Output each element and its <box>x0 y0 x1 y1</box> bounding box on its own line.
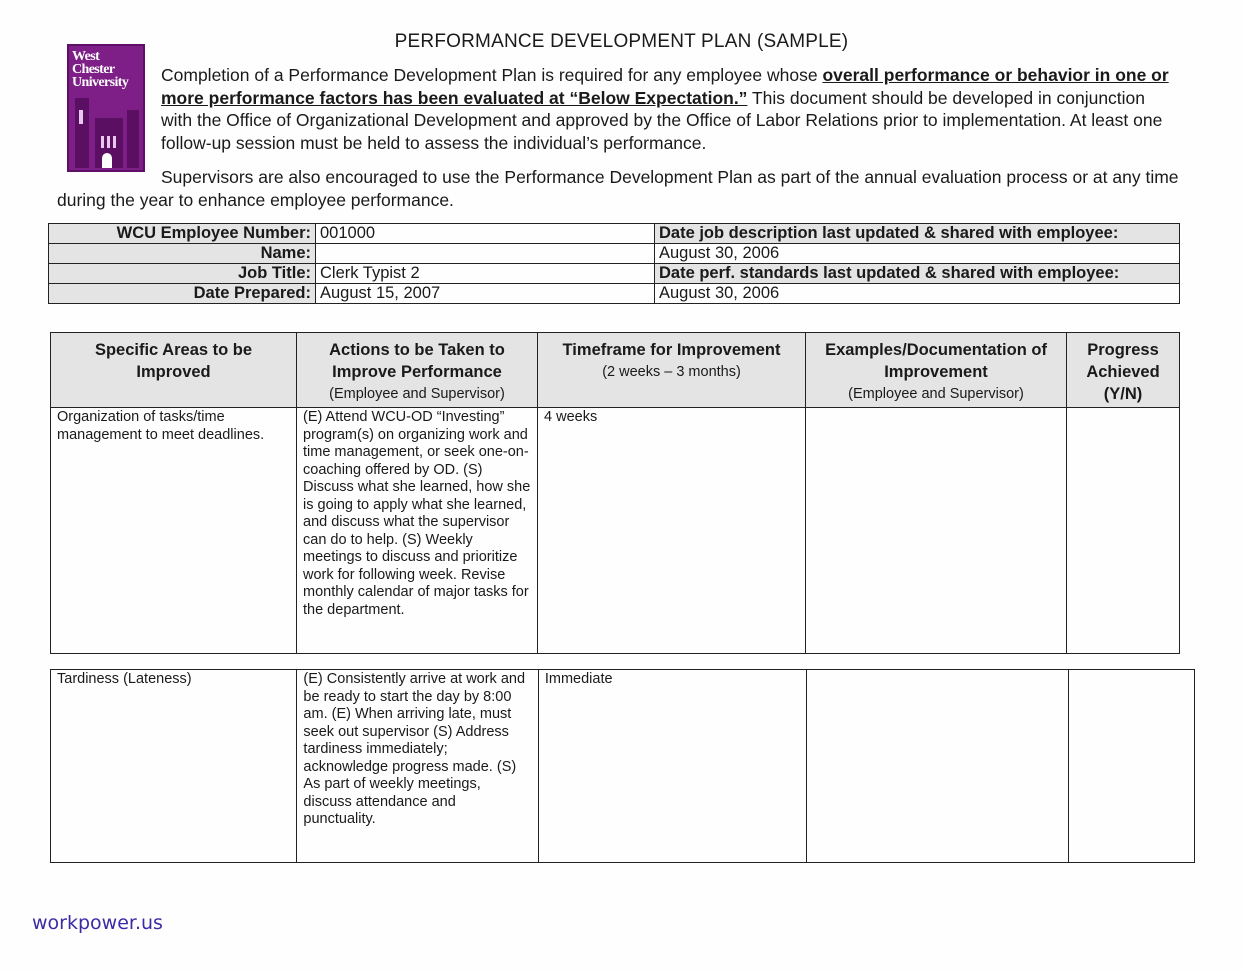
date-prepared-field[interactable]: August 15, 2007 <box>316 284 655 304</box>
actions-cell[interactable]: (E) Consistently arrive at work and be ready to start the day by 8:00 am. (E) When arriving late, must seek out supervisor (S) Address tardiness immediately; acknowledge progress made. (S) As part of weekly meetings, discuss attendance and punctuality. <box>297 670 538 863</box>
plan-table-continued <box>50 669 1195 863</box>
area-cell[interactable]: Tardiness (Lateness) <box>51 670 297 863</box>
header-examples: Examples/Documentation of Improvement (Employee and Supervisor) <box>806 333 1067 408</box>
job-title-field[interactable]: Clerk Typist 2 <box>316 264 655 284</box>
area-cell[interactable]: Organization of tasks/time management to meet deadlines. <box>51 408 297 654</box>
building-icon <box>69 88 143 170</box>
name-field[interactable] <box>316 244 655 264</box>
plan-table <box>50 332 1180 654</box>
page-title: PERFORMANCE DEVELOPMENT PLAN (SAMPLE) <box>394 31 849 52</box>
intro-emphasis: overall performance or behavior in one or more performance factors has been evaluated at “Below Expectation.” <box>161 65 1169 108</box>
timeframe-cell[interactable]: Immediate <box>538 670 806 863</box>
supervisor-paragraph: Supervisors are also encouraged to use the Performance Development Plan as part of the annual evaluation process or at any time during the year to enhance employee performance. <box>57 167 1179 210</box>
actions-cell[interactable]: (E) Attend WCU-OD “Investing” program(s) on organizing work and time management, or seek one-on-coaching offered by OD. (S) Discuss what she learned, how she is going to apply what she learned, and discuss what the supervisor can do to help. (S) Weekly meetings to discuss and prioritize work for following week. Revise monthly calendar of major tasks for the department. <box>297 408 538 654</box>
date-prepared-label: Date Prepared: <box>49 284 316 304</box>
employee-info-table <box>48 223 1180 304</box>
intro-paragraph <box>161 64 1171 154</box>
job-title-label: Job Title: <box>49 264 316 284</box>
header-actions: Actions to be Taken to Improve Performance (Employee and Supervisor) <box>297 333 538 408</box>
header-timeframe: Timeframe for Improvement (2 weeks – 3 months) <box>538 333 806 408</box>
university-logo <box>67 44 145 172</box>
logo-line: Chester <box>72 62 115 77</box>
examples-cell[interactable] <box>806 408 1067 654</box>
perf-std-date-label: Date perf. standards last updated & shared with employee: <box>655 264 1180 284</box>
progress-cell[interactable] <box>1067 408 1180 654</box>
employee-number-field[interactable]: 001000 <box>316 224 655 244</box>
job-desc-date-field[interactable]: August 30, 2006 <box>655 244 1180 264</box>
name-label: Name: <box>49 244 316 264</box>
employee-number-label: WCU Employee Number: <box>49 224 316 244</box>
progress-cell[interactable] <box>1068 670 1194 863</box>
logo-line: West <box>72 49 100 64</box>
logo-line: University <box>72 75 129 90</box>
intro-text: Completion of a Performance Development Plan is required for any employee whose <box>161 65 823 85</box>
intro-text: This document should be developed in conjunction with the Office of Organizational Development and approved by the Office of Labor Relations prior to implementation. At least one follow-up session must be held to assess the individual’s performance. <box>161 87 1163 153</box>
header-areas: Specific Areas to be Improved <box>51 333 297 408</box>
table-row <box>51 670 1195 863</box>
watermark-link[interactable]: workpower.us <box>32 912 163 934</box>
header-progress: Progress Achieved (Y/N) <box>1067 333 1180 408</box>
plan-header-row <box>51 333 1180 408</box>
perf-std-date-field[interactable]: August 30, 2006 <box>655 284 1180 304</box>
examples-cell[interactable] <box>807 670 1068 863</box>
table-row <box>51 408 1180 654</box>
timeframe-cell[interactable]: 4 weeks <box>538 408 806 654</box>
job-desc-date-label: Date job description last updated & shared with employee: <box>655 224 1180 244</box>
